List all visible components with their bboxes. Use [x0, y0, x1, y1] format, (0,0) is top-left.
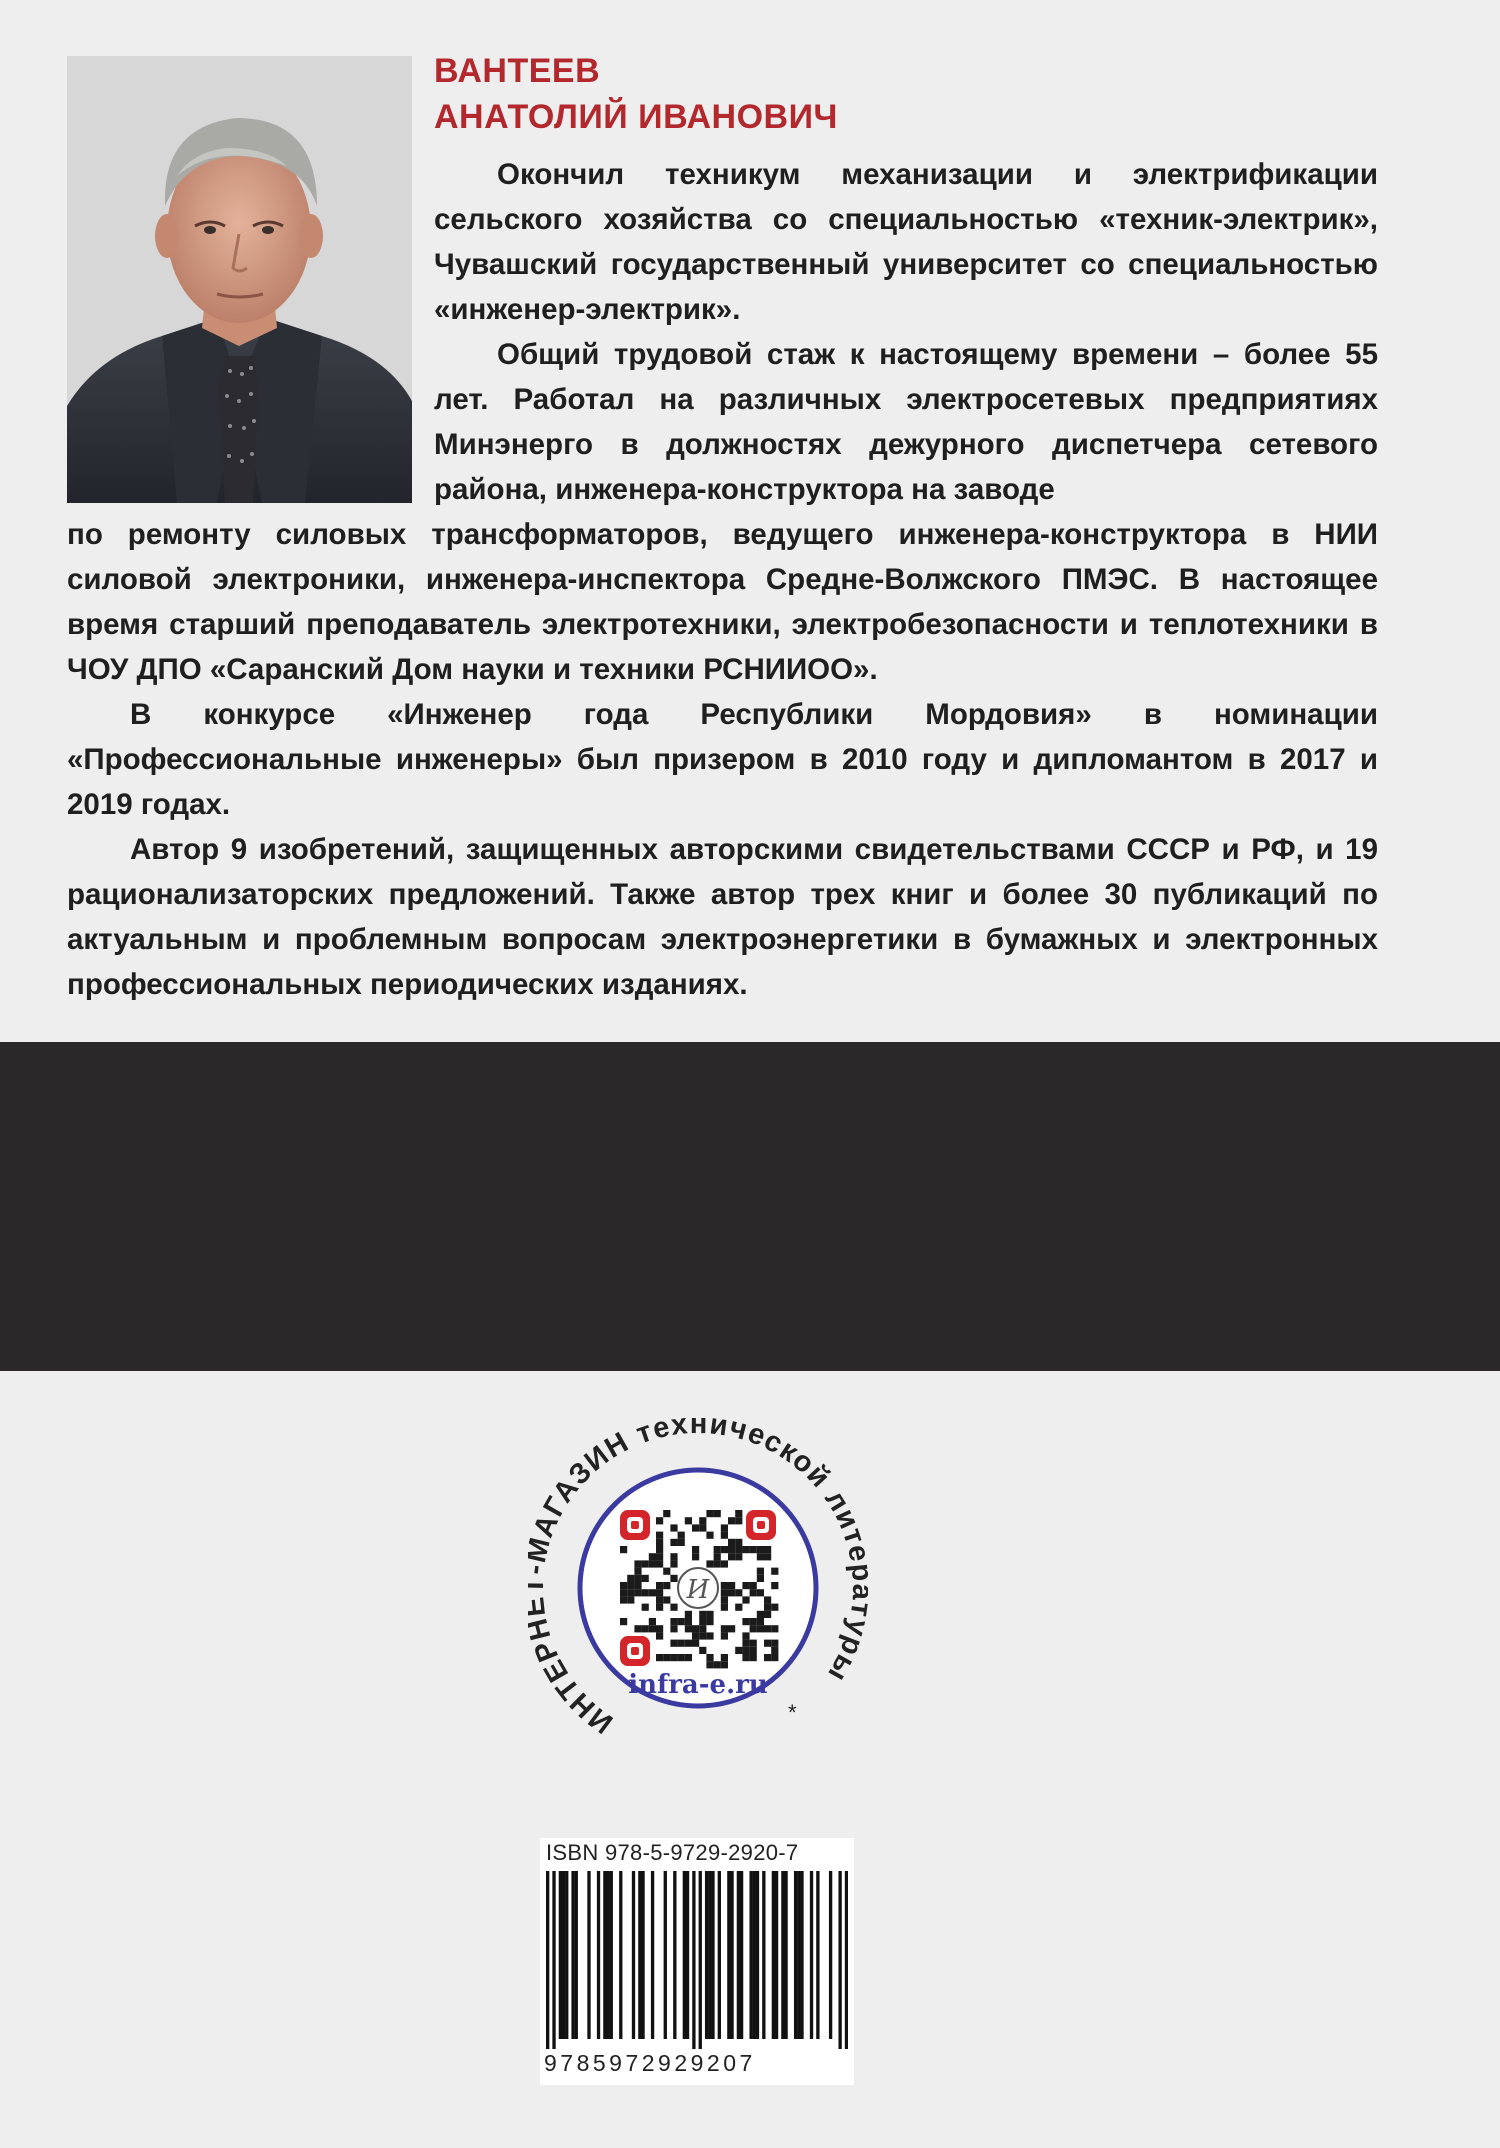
barcode-bar [845, 1871, 848, 2049]
qr-module [750, 1618, 757, 1625]
qr-module [670, 1575, 677, 1582]
qr-module [656, 1517, 663, 1524]
barcode-bar [718, 1871, 721, 2039]
barcode-bar [575, 1871, 578, 2039]
qr-module [721, 1661, 728, 1668]
stamp-monogram: И [686, 1575, 710, 1605]
stamp-ring-text: ИНТЕР АГАЗИН технической лит ры [528, 1418, 868, 1740]
qr-module [742, 1632, 749, 1639]
qr-module [685, 1625, 692, 1632]
qr-module [642, 1589, 649, 1596]
qr-module [735, 1539, 742, 1546]
qr-module [670, 1560, 677, 1567]
bio-paragraph-publications: Автор 9 изобретений, защищенных авторскими свидетельствами СССР и РФ, и 19 рационализаторских предложений. Также автор трех книг и более 30 публикаций по актуальным и проблемным вопросам электроэнергетики в бумажных и электронных профессиональных периодических изданиях. [67, 833, 1378, 1001]
qr-module [721, 1632, 728, 1639]
barcode-bar [562, 1871, 565, 2039]
ean13-barcode [546, 1871, 848, 2049]
barcode-bar [641, 1871, 644, 2039]
qr-module [678, 1654, 685, 1661]
barcode-bar [784, 1871, 787, 2039]
qr-module [714, 1560, 721, 1567]
author-given-names: АНАТОЛИЙ ИВАНОВИЧ [434, 98, 838, 136]
qr-module [728, 1625, 735, 1632]
barcode-bar [686, 1871, 689, 2039]
barcode-bar [692, 1871, 695, 2049]
qr-module [750, 1654, 757, 1661]
qr-module [750, 1546, 757, 1553]
barcode-bar [603, 1871, 606, 2039]
qr-module [634, 1582, 641, 1589]
qr-module [634, 1575, 641, 1582]
qr-module [670, 1618, 677, 1625]
publisher-stamp [528, 1418, 868, 1758]
qr-module [764, 1546, 771, 1553]
barcode-bar [781, 1871, 784, 2039]
qr-module [656, 1560, 663, 1567]
barcode-bar [753, 1871, 756, 2039]
isbn-label: ISBN 978-5-9729-2920-7 [546, 1840, 799, 1865]
qr-module [706, 1532, 713, 1539]
barcode-bar [810, 1871, 813, 2039]
qr-module [764, 1611, 771, 1618]
qr-module [678, 1539, 685, 1546]
barcode-bar [632, 1871, 635, 2039]
qr-module [656, 1539, 663, 1546]
qr-module [721, 1589, 728, 1596]
biography-top-column [434, 152, 1378, 512]
qr-module [699, 1611, 706, 1618]
qr-module [757, 1546, 764, 1553]
barcode-bar [838, 1871, 841, 2049]
qr-module [771, 1625, 778, 1632]
qr-module [757, 1553, 764, 1560]
barcode-bar [749, 1871, 752, 2039]
qr-module [627, 1596, 634, 1603]
bio-paragraph-awards: В конкурсе «Инженер года Республики Мордовия» в номинации «Профессиональные инженеры» был призером в 2010 году и дипломантом в 2017 и 2019 годах. [67, 698, 1378, 821]
qr-module [663, 1510, 670, 1517]
qr-module [627, 1589, 634, 1596]
barcode-bar [606, 1871, 609, 2039]
qr-module [742, 1546, 749, 1553]
barcode-bar [772, 1871, 775, 2039]
qr-module [714, 1546, 721, 1553]
qr-module [721, 1560, 728, 1567]
qr-module [728, 1553, 735, 1560]
qr-module [742, 1582, 749, 1589]
barcode-bar [664, 1871, 667, 2039]
qr-module [714, 1553, 721, 1560]
barcode-bar [683, 1871, 686, 2039]
qr-module [771, 1568, 778, 1575]
qr-module [656, 1596, 663, 1603]
qr-module [656, 1632, 663, 1639]
qr-module [750, 1640, 757, 1647]
qr-module [642, 1575, 649, 1582]
qr-module [685, 1618, 692, 1625]
barcode-bar [797, 1871, 800, 2039]
qr-module [620, 1618, 627, 1625]
qr-module [656, 1546, 663, 1553]
qr-module [685, 1517, 692, 1524]
qr-module [764, 1553, 771, 1560]
qr-module [634, 1568, 641, 1575]
qr-module [764, 1604, 771, 1611]
qr-module [764, 1625, 771, 1632]
qr-module [757, 1568, 764, 1575]
qr-module [757, 1625, 764, 1632]
qr-module [692, 1640, 699, 1647]
qr-module [721, 1604, 728, 1611]
qr-module [656, 1589, 663, 1596]
qr-module [656, 1654, 663, 1661]
qr-module [627, 1575, 634, 1582]
isbn-barcode-block [540, 1838, 854, 2085]
qr-module [692, 1553, 699, 1560]
qr-module [706, 1654, 713, 1661]
qr-module [771, 1647, 778, 1654]
qr-module [670, 1640, 677, 1647]
qr-module [692, 1524, 699, 1531]
barcode-bar [565, 1871, 568, 2039]
qr-module [649, 1618, 656, 1625]
qr-module [656, 1604, 663, 1611]
qr-module [706, 1510, 713, 1517]
author-name [434, 48, 838, 140]
bio-paragraph-career-continued: по ремонту силовых трансформаторов, ведущего инженера-конструктора в НИИ силовой электроники, инженера-инспектора Средне-Волжского ПМЭС. В настоящее время старший преподаватель электротехники, электробезопасности и теплотехники в ЧОУ ДПО «Саранский Дом науки и техники РСНИИОО». [67, 518, 1378, 686]
barcode-bar [756, 1871, 759, 2039]
qr-module [750, 1582, 757, 1589]
qr-module [620, 1589, 627, 1596]
qr-module [742, 1640, 749, 1647]
author-photo [67, 56, 412, 503]
qr-module [750, 1647, 757, 1654]
qr-module [721, 1582, 728, 1589]
qr-module [685, 1654, 692, 1661]
qr-module [663, 1582, 670, 1589]
qr-module [706, 1560, 713, 1567]
barcode-bar [559, 1871, 562, 2039]
bio-paragraph-career-start: Общий трудовой стаж к настоящему времени – более 55 лет. Работал на различных электросетевых предприятиях Минэнерго в должностях дежурного диспетчера сетевого района, инженера-конструктора на заводе [434, 338, 1378, 506]
biography-full-column [67, 512, 1378, 1007]
qr-module [728, 1589, 735, 1596]
barcode-bar [708, 1871, 711, 2039]
barcode-bar [610, 1871, 613, 2039]
qr-module [750, 1625, 757, 1632]
bio-paragraph-education: Окончил техникум механизации и электрификации сельского хозяйства со специальностью «техник-электрик», Чувашский государственный университет со специальностью «инженер-электрик». [434, 158, 1378, 326]
qr-module [620, 1582, 627, 1589]
qr-module [742, 1596, 749, 1603]
qr-module [735, 1510, 742, 1517]
qr-module [771, 1582, 778, 1589]
qr-module [692, 1625, 699, 1632]
barcode-bar [816, 1871, 819, 2039]
stamp-graphic [528, 1418, 868, 1758]
qr-module [764, 1596, 771, 1603]
qr-module [706, 1632, 713, 1639]
qr-module [620, 1546, 627, 1553]
dark-decorative-band [0, 1042, 1500, 1371]
qr-module [663, 1654, 670, 1661]
barcode-bar [705, 1871, 708, 2039]
qr-module [721, 1596, 728, 1603]
barcode-bar [571, 1871, 574, 2039]
qr-module [728, 1546, 735, 1553]
qr-module [721, 1546, 728, 1553]
qr-module [678, 1640, 685, 1647]
qr-module [728, 1517, 735, 1524]
qr-module [714, 1661, 721, 1668]
barcode-bar [794, 1871, 797, 2039]
qr-module [649, 1589, 656, 1596]
qr-module [742, 1618, 749, 1625]
qr-module [714, 1510, 721, 1517]
barcode-bar [737, 1871, 740, 2039]
qr-module [764, 1654, 771, 1661]
qr-module [678, 1618, 685, 1625]
qr-module [735, 1604, 742, 1611]
barcode-bar [597, 1871, 600, 2039]
author-surname: ВАНТЕЕВ [434, 52, 601, 90]
barcode-bar [546, 1871, 549, 2049]
qr-module [735, 1517, 742, 1524]
qr-module [771, 1640, 778, 1647]
qr-module [721, 1532, 728, 1539]
qr-module [742, 1654, 749, 1661]
barcode-bar [619, 1871, 622, 2039]
stamp-site: infra-e.ru [628, 1670, 768, 1700]
barcode-bar [727, 1871, 730, 2039]
barcode-digits: 9785972929207 [544, 2050, 756, 2076]
qr-module [706, 1661, 713, 1668]
qr-module [771, 1604, 778, 1611]
barcode-bar [829, 1871, 832, 2039]
qr-module [757, 1611, 764, 1618]
qr-module [620, 1596, 627, 1603]
qr-module [642, 1560, 649, 1567]
qr-module [670, 1604, 677, 1611]
qr-module [649, 1560, 656, 1567]
qr-module [634, 1625, 641, 1632]
qr-module [670, 1654, 677, 1661]
qr-module [670, 1553, 677, 1560]
qr-module [692, 1632, 699, 1639]
qr-module [656, 1532, 663, 1539]
qr-module [692, 1546, 699, 1553]
qr-module [649, 1553, 656, 1560]
qr-module [721, 1524, 728, 1531]
qr-module [706, 1611, 713, 1618]
qr-module [699, 1625, 706, 1632]
qr-module [699, 1632, 706, 1639]
barcode-bar [730, 1871, 733, 2039]
barcode-bar [711, 1871, 714, 2039]
stamp-star: * [788, 1700, 797, 1725]
qr-module [742, 1647, 749, 1654]
qr-module [735, 1546, 742, 1553]
qr-module [757, 1575, 764, 1582]
qr-module [735, 1589, 742, 1596]
qr-module [706, 1618, 713, 1625]
qr-module [699, 1647, 706, 1654]
barcode-bar [552, 1871, 555, 2049]
qr-module [656, 1582, 663, 1589]
barcode-bar [673, 1871, 676, 2039]
qr-module [728, 1539, 735, 1546]
qr-module [771, 1654, 778, 1661]
qr-module [634, 1560, 641, 1567]
qr-module [721, 1654, 728, 1661]
qr-module [699, 1618, 706, 1625]
barcode-bar [775, 1871, 778, 2039]
barcode-bar [800, 1871, 803, 2039]
qr-module [627, 1582, 634, 1589]
qr-module [642, 1604, 649, 1611]
qr-module [670, 1625, 677, 1632]
qr-module [634, 1589, 641, 1596]
qr-module [750, 1589, 757, 1596]
author-portrait-illustration [67, 56, 412, 503]
qr-module [685, 1611, 692, 1618]
qr-module [721, 1625, 728, 1632]
qr-module [656, 1625, 663, 1632]
barcode-bar [762, 1871, 765, 2039]
qr-module [757, 1618, 764, 1625]
qr-module [670, 1539, 677, 1546]
qr-module [670, 1524, 677, 1531]
qr-module [728, 1582, 735, 1589]
qr-module [699, 1524, 706, 1531]
qr-module [735, 1553, 742, 1560]
barcode-bar [699, 1871, 702, 2049]
qr-module [678, 1532, 685, 1539]
qr-module [649, 1625, 656, 1632]
qr-module [699, 1517, 706, 1524]
barcode-bar [587, 1871, 590, 2039]
barcode-bar [740, 1871, 743, 2039]
qr-module [757, 1589, 764, 1596]
qr-module [642, 1625, 649, 1632]
qr-module [764, 1640, 771, 1647]
qr-module [685, 1640, 692, 1647]
qr-module [656, 1553, 663, 1560]
barcode-bar [638, 1871, 641, 2039]
qr-module [735, 1647, 742, 1654]
qr-module [663, 1596, 670, 1603]
barcode-bar [651, 1871, 654, 2039]
qr-module [663, 1568, 670, 1575]
